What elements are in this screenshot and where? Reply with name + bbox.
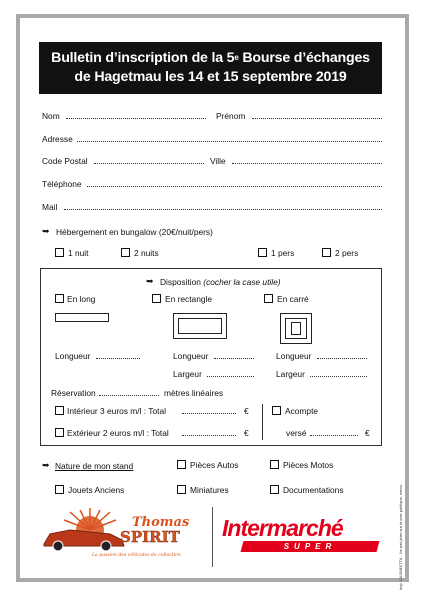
arrow-icon: ➥ [146, 276, 154, 286]
acompte-label: Acompte [285, 406, 319, 416]
verse-field[interactable] [310, 434, 358, 436]
nom-field[interactable] [66, 117, 206, 119]
ville-field[interactable] [232, 162, 382, 164]
checkbox-documentations[interactable] [270, 485, 279, 494]
metres-lineaires-label: mètres linéaires [164, 388, 224, 398]
longueur-field-3[interactable] [317, 357, 367, 359]
option-miniatures: Miniatures [190, 485, 229, 495]
checkbox-pieces-autos[interactable] [177, 460, 186, 469]
exterieur-label: Extérieur 2 euros m/l : Total [67, 428, 169, 438]
thomas-spirit-logo [40, 508, 205, 560]
option-documentations: Documentations [283, 485, 344, 495]
checkbox-en-rectangle[interactable] [152, 294, 161, 303]
checkbox-pieces-motos[interactable] [270, 460, 279, 469]
stand-label: Nature de mon stand [55, 461, 134, 471]
longueur-label-1: Longueur [55, 351, 91, 361]
ville-label: Ville [210, 156, 226, 166]
checkbox-1-pers[interactable] [258, 248, 267, 257]
euro-symbol-3: € [365, 428, 370, 438]
largeur-label-2: Largeur [276, 369, 305, 379]
intermarche-text: Intermarché [222, 515, 343, 541]
verse-label: versé [286, 428, 307, 438]
option-1-nuit: 1 nuit [68, 248, 89, 258]
code-postal-field[interactable] [94, 162, 204, 164]
title-line-2: de Hagetmau les 14 et 15 septembre 2019 [74, 69, 347, 85]
telephone-field[interactable] [87, 185, 382, 187]
euro-symbol-1: € [244, 406, 249, 416]
checkbox-en-carre[interactable] [264, 294, 273, 303]
prenom-label: Prénom [216, 111, 246, 121]
interieur-total-field[interactable] [182, 412, 236, 414]
acompte-divider [262, 404, 263, 440]
option-en-long: En long [67, 294, 96, 304]
interieur-label: Intérieur 3 euros m/l : Total [67, 406, 166, 416]
telephone-label: Téléphone [42, 179, 82, 189]
arrow-icon: ➥ [42, 460, 50, 470]
checkbox-exterieur[interactable] [55, 428, 64, 437]
option-pieces-autos: Pièces Autos [190, 460, 239, 470]
adresse-label: Adresse [42, 134, 73, 144]
hebergement-label: Hébergement en bungalow (20€/nuit/pers) [56, 227, 213, 237]
option-en-carre: En carré [277, 294, 309, 304]
checkbox-acompte[interactable] [272, 406, 281, 415]
checkbox-jouets-anciens[interactable] [55, 485, 64, 494]
checkbox-1-nuit[interactable] [55, 248, 64, 257]
largeur-label-1: Largeur [173, 369, 202, 379]
option-1-pers: 1 pers [271, 248, 295, 258]
reservation-field[interactable] [99, 394, 159, 396]
exterieur-total-field[interactable] [182, 434, 236, 436]
checkbox-2-pers[interactable] [322, 248, 331, 257]
mail-field[interactable] [64, 208, 382, 210]
checkbox-interieur[interactable] [55, 406, 64, 415]
longueur-field-1[interactable] [96, 357, 140, 359]
option-2-pers: 2 pers [335, 248, 359, 258]
square-layout-icon [280, 313, 312, 344]
longueur-label-3: Longueur [276, 351, 312, 361]
euro-symbol-2: € [244, 428, 249, 438]
tagline-text: La passion des véhicules de collection [92, 553, 181, 558]
option-pieces-motos: Pièces Motos [283, 460, 334, 470]
disposition-label: Disposition (cocher la case utile) [160, 277, 281, 287]
code-postal-label: Code Postal [42, 156, 88, 166]
largeur-field-1[interactable] [207, 375, 254, 377]
largeur-field-2[interactable] [310, 375, 367, 377]
option-en-rectangle: En rectangle [165, 294, 213, 304]
vintage-car-icon [44, 530, 124, 551]
logo-divider [212, 507, 213, 567]
super-text: SUPER [283, 542, 337, 551]
option-jouets-anciens: Jouets Anciens [68, 485, 125, 495]
mail-label: Mail [42, 202, 58, 212]
checkbox-en-long[interactable] [55, 294, 64, 303]
nom-label: Nom [42, 111, 60, 121]
reservation-label: Réservation [51, 388, 96, 398]
rectangle-layout-icon [173, 313, 227, 339]
intermarche-logo [220, 515, 382, 555]
checkbox-2-nuits[interactable] [121, 248, 130, 257]
arrow-icon: ➥ [42, 226, 50, 236]
title-line-1: Bulletin d’inscription de la 5e Bourse d’échanges [51, 50, 370, 66]
thomas-text: Thomas [132, 515, 190, 530]
longueur-label-2: Longueur [173, 351, 209, 361]
prenom-field[interactable] [252, 117, 382, 119]
longueur-field-2[interactable] [214, 357, 254, 359]
long-layout-icon [55, 313, 109, 322]
adresse-field[interactable] [77, 140, 382, 142]
checkbox-miniatures[interactable] [177, 485, 186, 494]
form-title [39, 42, 382, 94]
imprint-text: Imp. CASABETTA - Ne pas jeter sur la voie publique, merci. [398, 484, 403, 590]
spirit-text: SPIRIT [120, 528, 180, 546]
option-2-nuits: 2 nuits [134, 248, 159, 258]
